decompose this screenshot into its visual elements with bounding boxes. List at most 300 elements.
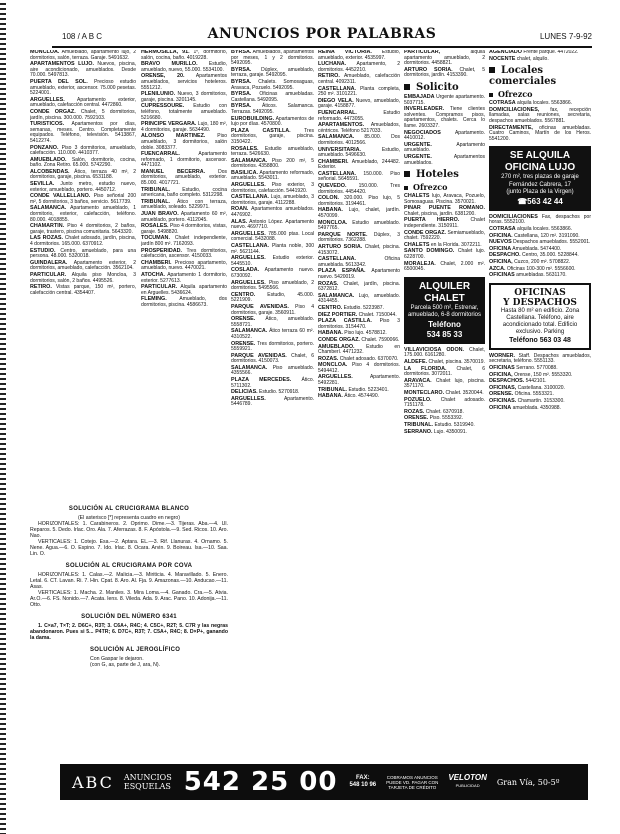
classified-ad: [404, 262, 485, 273]
classified-ad: [404, 68, 485, 79]
ad-keyword: BASILICA.: [231, 169, 258, 176]
category-heading: Hoteles: [404, 169, 485, 180]
classified-ad: [30, 236, 136, 247]
classified-ad: [141, 92, 227, 103]
ad-keyword: PLAZA CASTILLA.: [231, 127, 291, 134]
ad-keyword: RETIRO.: [30, 284, 52, 291]
ad-keyword: DIEZ PORTIER.: [318, 311, 358, 318]
classified-ad: [404, 107, 485, 129]
ad-keyword: PARTICULAR.: [141, 284, 178, 291]
ad-keyword: ORENSE.: [231, 316, 256, 323]
ad-keyword: APARTAMENTOS LUJO.: [30, 61, 94, 68]
column-4: [318, 50, 400, 758]
ad-keyword: CHAMARTIN.: [30, 223, 65, 230]
ad-text: Chamartín. 3153300.: [517, 397, 565, 404]
ad-text: Chalet, piscina, jardín. 6381200.: [404, 210, 476, 217]
ad-text: Alquila piso Moncloa, 3 dormitorios, salón, 2 baños. 4495526.: [30, 271, 136, 284]
classified-ad: [489, 354, 591, 365]
classified-ad: [30, 285, 136, 296]
classified-ad: [141, 188, 227, 199]
ad-text: Tres dormitorios, calefacción, ascensor. 4150033.: [141, 247, 227, 260]
ad-keyword: FUENCARRAL.: [141, 151, 180, 158]
page-header: [52, 26, 592, 46]
display-ad-box: [489, 283, 591, 350]
ad-text: Chalets. Somosaguas, Aravaca, Pozuelo. 5492095.: [231, 78, 314, 91]
classified-ad: [404, 143, 485, 154]
ad-keyword: CASTELLANA.: [231, 194, 270, 201]
ad-text: Piso 4 dormitorios, vistas, garaje. 5498820.: [141, 223, 227, 235]
ad-keyword: PLAZA CASTILLA.: [318, 318, 372, 325]
ad-keyword: URGENTE.: [404, 153, 432, 160]
classified-ad: [231, 220, 314, 231]
classified-ad: [318, 233, 400, 244]
ad-text: Chalet. 3520044.: [445, 389, 484, 396]
ad-text: Chalet adosado. 7151178.: [404, 396, 485, 409]
ad-text: Lujo. 4350091.: [433, 428, 467, 435]
ad-text: Chalet adosado. 6370070.: [339, 355, 399, 362]
ad-keyword: PARQUE AVENIDAS.: [231, 352, 287, 359]
ad-keyword: ORENSE, 20.: [141, 73, 185, 80]
classified-ad: [141, 249, 227, 260]
classified-ad: [318, 319, 400, 330]
page-date: LUNES 7-9-92: [539, 32, 592, 41]
classified-ad: [318, 221, 400, 232]
ad-text: lujo, Aravaca, Pozuelo, Somosaguas. Piscina. 3570021.: [404, 193, 485, 205]
ad-keyword: PLAZA ESPAÑA.: [318, 268, 366, 275]
classified-ad: [30, 146, 136, 157]
ad-text: Piso 200 m², 5 dormitorios. 4358800.: [231, 157, 314, 170]
ad-text: Estudio, 45.000. 5221909.: [231, 291, 314, 304]
classified-ad: [231, 397, 314, 408]
classified-ad: [404, 194, 485, 205]
solution-text: VERTICALES: 1. Macha. 2. Maniles. 3. Mira Loma.—4. Ganado. Cra.—5. Atvia. Ar.O.—6. FS. Nonido.—7. Acata. Iens. 8. Vileda. Ada. 9. Arac. Pano. 10. Adonija.—11. Otto.: [30, 590, 228, 608]
section-title: ANUNCIOS POR PALABRAS: [207, 26, 437, 42]
classified-ad: [318, 135, 400, 146]
ad-text: oficinas amuebladas. Cuatro Caminos, Martín de los Heros. 5541200.: [489, 124, 591, 142]
ad-keyword: ATOCHA.: [141, 271, 166, 278]
ad-text: Amueblado, dos dormitorios, piscina. 4586673.: [141, 296, 227, 308]
ad-text: 1º, dormitorio, salón, cocina, baño. 4019228.: [141, 50, 227, 61]
ad-text: Piso. 5553392.: [429, 415, 464, 422]
ad-keyword: PROSPERIDAD.: [141, 247, 183, 254]
classified-ad: [231, 268, 314, 279]
ad-keyword: ROZAS.: [318, 355, 339, 362]
ad-keyword: ARGUELLES.: [231, 279, 266, 286]
ad-keyword: AZCA.: [489, 265, 506, 272]
ad-keyword: MONTECLARO.: [404, 389, 445, 396]
display-ad-line: Hasta 80 m² en edificio. Zona Castellana. Teléfono, aire acondicionado total. Edificio exclusivo. Parking: [500, 307, 580, 335]
classified-ad: [404, 348, 485, 359]
ad-text: Oficina. 5553321.: [514, 391, 554, 398]
ad-text: en la Florida. 3072211.: [430, 241, 482, 248]
classified-ad: [231, 256, 314, 267]
ad-text: Apartamento 60 m², amueblado, portero. 4112045.: [141, 211, 227, 223]
ad-text: Chalet, piscina. 4153072.: [318, 244, 400, 256]
classified-ad: [141, 134, 227, 151]
ad-text: Vistas parque, 150 m², portero, calefacción central. 4354407.: [30, 284, 136, 296]
ad-keyword: GUINDALERA.: [30, 259, 68, 266]
classified-ad: [231, 117, 314, 128]
ad-text: Piso amueblado, 2 dormitorios. 5495566.: [231, 279, 314, 292]
agency-logo: [448, 774, 487, 790]
ad-keyword: CONDE ORGAZ.: [404, 229, 446, 236]
classified-ad: [231, 147, 314, 158]
ad-keyword: ROZAS.: [318, 280, 339, 287]
ad-keyword: OFICINA: [489, 404, 512, 411]
ad-text: Cuzco, 200 m². 5708822.: [514, 259, 571, 265]
classified-ad: [404, 155, 485, 166]
ad-keyword: ESTUDIO.: [30, 247, 56, 254]
column-2: [141, 50, 227, 494]
classified-ad: [231, 354, 314, 365]
ad-text: Dúplex, amueblado, terraza, garaje. 5492095.: [231, 66, 314, 79]
ad-text: Frente parque. 4472022.: [523, 50, 579, 55]
classified-ad: [318, 245, 400, 256]
classified-ad: [231, 378, 314, 389]
ad-keyword: ARGUELLES.: [231, 182, 266, 189]
classified-ad: [231, 317, 314, 328]
classified-ad: [489, 215, 591, 226]
ad-keyword: CASTELLANA.: [318, 85, 357, 92]
classified-ad: [404, 367, 485, 378]
ad-keyword: SALAMANCA.: [318, 292, 355, 299]
classified-ad: [141, 285, 227, 296]
ad-keyword: ORENSE.: [489, 391, 514, 398]
ad-text: Apartamento reformado, 1 dormitorio, ascensor. 4471102.: [141, 151, 227, 169]
ad-text: Estudio, amueblado. 5496630.: [318, 146, 400, 159]
ad-text: Piso señorial 200 m², 5 dormitorios, 3 baños, servicio. 5617739.: [30, 193, 136, 205]
classified-ad: [30, 261, 136, 272]
solution-title: SOLUCIÓN DEL NÚMERO 6341: [81, 614, 177, 620]
ad-text: Serrano. 5770088.: [516, 364, 558, 371]
ad-keyword: COTRASA: [489, 226, 516, 233]
classified-ad: [30, 80, 136, 97]
ad-text: Apartamentos amueblados. 4476902.: [231, 206, 314, 219]
ad-keyword: UNIVERSITARIA.: [318, 146, 362, 153]
ad-text: chalet, alquilo.: [516, 55, 549, 62]
ad-keyword: ROZAS.: [404, 408, 425, 415]
solution-text: (con G, as, parte de J, ara, N).: [90, 662, 161, 668]
ad-keyword: MONCLOA.: [30, 50, 60, 55]
ad-text: Chalet. 6370918.: [425, 408, 464, 415]
ad-keyword: FLEMING.: [141, 296, 167, 303]
classified-ad: [231, 232, 314, 243]
classified-ad: [30, 158, 136, 169]
ad-text: Chalet, 2.000 m². 6500045.: [404, 260, 485, 273]
ad-text: Apartamentos amueblados, servicios hoteleros. 5551212.: [141, 73, 227, 91]
ad-keyword: TRIBUNAL.: [404, 421, 434, 428]
ad-text: Amueblados, apartamentos por meses, 1 y 2 dormitorios. 5492095.: [231, 50, 314, 67]
classified-ad: [489, 126, 591, 143]
ad-text: Piso 3 dormitorios, amueblado, calefacción. 110.000. 4410377.: [30, 144, 136, 157]
classified-ad: [141, 152, 227, 169]
ad-text: 150.000. Tres dormitorios. 4454420.: [318, 183, 400, 195]
abc-logo: ABC: [72, 772, 114, 792]
classified-ad: [231, 92, 314, 103]
ad-text: Chalet, piscina. 3570019.: [428, 359, 485, 365]
ad-text: Estudio. 5223987.: [343, 304, 384, 311]
ad-text: Lujo, amueblado. 4314455.: [318, 292, 400, 305]
ad-text: Chalet, 6 dormitorios. 4150073.: [231, 352, 314, 365]
ad-keyword: MONCLOA.: [318, 362, 348, 369]
ad-text: Ático terraza 60 m². 4310522.: [231, 328, 314, 340]
display-ad-line: 534 85 33: [426, 329, 463, 339]
ad-keyword: TOCUMAN.: [141, 235, 170, 242]
ad-keyword: CENTRO.: [318, 304, 343, 311]
ad-text: Centro, 35.000. 5228844.: [522, 252, 579, 259]
ad-text: Apartamento reformado, amueblado. 5543011.: [231, 169, 314, 182]
ad-text: Apartamentos de lujo por días. 4570800.: [231, 115, 314, 128]
phone-number: 542 25 00: [183, 767, 338, 797]
ad-keyword: APARTAMENTOS.: [318, 122, 365, 129]
classified-ad: [30, 224, 136, 235]
ad-keyword: ARAVACA.: [404, 377, 432, 384]
ad-keyword: OFICINAS.: [489, 397, 517, 404]
ad-keyword: NOCENTE: [489, 55, 516, 62]
display-ad-line: Teléfono: [428, 319, 461, 329]
agency-address: Gran Vía, 50-5º: [496, 777, 560, 787]
subcategory-heading: Ofrezco: [404, 182, 485, 192]
ad-keyword: PUERTA DEL SOL.: [30, 78, 88, 85]
ad-keyword: ALDEFE.: [404, 359, 428, 365]
ad-keyword: ARGUELLES.: [30, 96, 65, 103]
ad-keyword: ARGUELLES.: [231, 395, 266, 402]
classified-ad: [231, 104, 314, 115]
ad-text: Apartamentos por días, semanas, meses. Centro. Completamente equipados. Teléfono, televisión. 5413867, 5412274.: [30, 121, 136, 144]
ad-keyword: SALAMANCA.: [30, 205, 67, 212]
ad-keyword: INVERLEADER.: [404, 106, 445, 113]
ad-text: Planta noble, 300 m². 5621144.: [231, 243, 314, 255]
classified-ad: [231, 80, 314, 91]
ad-text: Apartamento exterior, amueblado, calefacción central. 4472860.: [30, 96, 136, 109]
page-number: 108 / A B C: [62, 32, 103, 41]
ad-keyword: FUENCARRAL.: [318, 109, 357, 116]
ad-keyword: CONDE VALLELLANO.: [30, 193, 91, 200]
classified-ad: [404, 430, 485, 436]
ad-keyword: BYRSA.: [231, 66, 252, 73]
classified-ad: [231, 171, 314, 182]
ad-keyword: CONDE ORGAZ.: [318, 336, 360, 343]
ad-keyword: PUERTA HIERRO.: [404, 217, 460, 224]
solution-note: (El asterisco [*] representa cuadro en negro): [77, 515, 181, 521]
ad-keyword: WORNER.: [489, 352, 516, 359]
classified-ad: [141, 236, 227, 247]
classified-ad: [30, 206, 136, 223]
classified-ad: [231, 244, 314, 255]
ad-keyword: SALAMANCA.: [231, 328, 268, 335]
ad-keyword: HABANA.: [318, 207, 343, 214]
agency-name: VELOTON: [448, 773, 487, 782]
classified-ad: [141, 170, 227, 187]
classified-ad: [141, 104, 227, 121]
ad-text: Lujo, 180 m², 4 dormitorios, garaje. 5634490.: [141, 121, 227, 133]
display-ad-line: ALQUILER CHALET: [418, 280, 471, 304]
classified-ad: [318, 282, 400, 293]
category-heading: Locales comerciales: [489, 65, 591, 87]
ad-text: Chalet independiente. 3150911.: [404, 217, 485, 230]
label-esquelas: ESQUELAS: [123, 782, 171, 791]
ad-text: Precioso estudio amueblado, exterior, ascensor. 75.000 pesetas. 5224001.: [30, 78, 136, 97]
pay-line: TARJETA DE CRÉDITO: [388, 784, 437, 790]
pay-line: COBRAMOS ANUNCIOS: [386, 774, 438, 780]
ad-keyword: DOMICILIACIONES: [489, 213, 538, 220]
ad-keyword: OFICINA,: [489, 259, 513, 265]
ad-text: Áticos. Salamanca. Terrazas. 5492095.: [231, 103, 314, 115]
display-ad-line: (junto Plaza de la Virgen): [506, 189, 574, 196]
ad-keyword: OFICINAS: [489, 272, 515, 279]
classified-ad: [30, 249, 136, 260]
pay-line: PUEDE VD. PAGAR CON: [386, 779, 439, 785]
classified-ad: [141, 122, 227, 133]
ad-text: Planta completa, 250 m². 3101221.: [318, 85, 400, 98]
classified-ad: [318, 111, 400, 122]
ad-keyword: ARTURO SORIA.: [318, 244, 363, 250]
classified-ad: [318, 99, 400, 110]
classified-ad: [404, 206, 485, 217]
ad-text: Nuevo, amueblado, garaje. 4158877.: [318, 97, 400, 110]
ad-keyword: ARGUELLES.: [231, 255, 266, 262]
classified-ad: [231, 207, 314, 218]
ad-text: Piso amueblado. 4355566.: [231, 364, 314, 377]
ad-text: Precioso apartamento, amueblado, nuevo. 4470021.: [141, 259, 227, 272]
fax-number: 548 10 96: [349, 782, 377, 788]
ad-keyword: BYRSA.: [231, 103, 252, 110]
ad-text: Lujo, amueblado, 3 dormitorios, garaje. 4112288.: [231, 194, 314, 206]
ad-keyword: HABANA.: [318, 330, 343, 337]
ad-keyword: SEVILLA.: [30, 181, 55, 188]
ad-text: Nuevos, piscina, aire acondicionado, amueblados. Desde 70.000. 5497813.: [30, 61, 136, 79]
ad-text: Chalet, 175.000. 6161280.: [404, 346, 485, 359]
classified-ad: [231, 195, 314, 206]
classified-ad: [318, 74, 400, 85]
solution-text: 1. C×a7, T×T; 2. D6C+, R3T; 3. C6A+, R4C; 4. C5C+, R2T; 5. C7R y las negras abandonaron. Pues si 5... P4TR; 6. D7C+, R3T; 7. C5A+, R4C; 8. D×P+, ganando la dama.: [30, 623, 228, 641]
display-ad-line: Teléfono 563 03 48: [509, 336, 571, 344]
ad-text: Piso 3 dormitorios. 3154470.: [318, 318, 400, 330]
ad-text: Estudio, amueblado, nuevo, 55.000. 5534100.: [141, 61, 227, 73]
header-rule: [52, 46, 592, 48]
ad-keyword: PRINCIPE VERGARA.: [141, 121, 197, 128]
ad-keyword: CENTRO.: [231, 291, 256, 298]
ad-keyword: CASTELLANA.: [318, 256, 357, 263]
ad-keyword: CHALETS: [404, 193, 430, 200]
classified-ad: [30, 50, 136, 61]
ad-keyword: PARTICULAR,: [404, 50, 441, 55]
classified-ad: [318, 148, 400, 159]
ad-keyword: CASTELLANA.: [318, 170, 357, 177]
ad-text: fax, recepción llamadas, salas reuniones, secretaria, despachos amueblados. 5567881.: [489, 106, 591, 124]
ad-keyword: CHAMBERI.: [141, 259, 172, 266]
ad-keyword: DIRECTAMENTE,: [489, 124, 533, 131]
classified-ad: [318, 269, 400, 280]
ad-keyword: SALAMANCA.: [231, 157, 268, 164]
classified-ad: [318, 257, 400, 268]
display-ad-line: 270 m², tres plazas de garaje: [501, 174, 579, 181]
classified-ad: [318, 375, 400, 386]
classified-ad: [404, 131, 485, 142]
classified-ad: [141, 212, 227, 223]
ad-keyword: ARGUELLES.: [231, 230, 266, 237]
ad-keyword: AMUEBLADO.: [318, 343, 355, 350]
classified-ad: [231, 159, 314, 170]
ad-text: alquila apartamento amueblado, 2 dormitorios. 4458821.: [404, 50, 485, 67]
display-ad-box: [404, 277, 485, 344]
classified-ad: [404, 398, 485, 409]
ad-text: Orense, 150 m². 5553320.: [514, 371, 573, 378]
ad-keyword: LAS ROZAS.: [30, 235, 64, 242]
ad-text: 150.000. Piso señorial. 5645591.: [318, 170, 400, 183]
display-ad-line: OFICINA LUJO: [504, 162, 576, 174]
ad-keyword: ORENSE.: [404, 415, 429, 422]
ad-text: Estudio amueblado. 5497765.: [318, 219, 400, 232]
classified-ad: [141, 74, 227, 91]
display-ad-line: Fernández Cabrera, 17: [508, 181, 572, 188]
ad-text: Estudio reformado. 4473055.: [318, 109, 400, 122]
classified-ad: [231, 68, 314, 79]
ad-keyword: ROAN.: [231, 206, 249, 213]
ad-keyword: SERRANO.: [404, 428, 433, 435]
ad-text: Alquila apartamento en Arguelles. 5436624.: [141, 284, 227, 296]
classified-ad: [141, 297, 227, 308]
ad-text: Urgente apartamento. 5037715.: [404, 93, 485, 106]
ad-keyword: PINAR PUENTE ROMANO.: [404, 205, 485, 212]
ad-keyword: DIEGO VELA.: [318, 97, 354, 104]
ad-text: Estudio. 5223401.: [348, 386, 389, 393]
ad-keyword: ALCOBENDAS.: [30, 168, 70, 175]
classified-ad: [404, 379, 485, 390]
ad-text: Oficinas 100-300 m². 5556600.: [506, 265, 576, 272]
classified-ad: [231, 293, 314, 304]
solution-title: SOLUCIÓN AL CRUCIGRAMA BLANCO: [68, 506, 190, 512]
ad-keyword: JUAN BRAVO.: [141, 211, 179, 218]
ad-text: Fax, despachos por horas. 5552100.: [489, 213, 591, 226]
column-6: [489, 50, 591, 758]
classified-ad: [30, 170, 136, 181]
ad-text: Nuevo, 3 dormitorios, garaje, piscina. 3201145.: [141, 91, 227, 103]
ad-text: Dos dormitorios, amueblado, exterior. 85.000. 4017721.: [141, 168, 227, 187]
ad-text: 85.000. Dos dormitorios. 4012566.: [318, 134, 400, 146]
classified-ad: [318, 208, 400, 219]
ad-keyword: SALAMANCA.: [318, 134, 355, 141]
ad-text: Ático, amueblado. 5558721.: [231, 316, 314, 328]
classified-ad: [30, 273, 136, 284]
ad-text: Staff. Despachos amueblados, secretaria, teléfono. 5551133.: [489, 352, 591, 365]
label-anuncios: ANUNCIOS: [123, 773, 172, 782]
ad-text: Castellana. 3100020.: [517, 384, 565, 391]
ad-keyword: PLENILUNIO.: [141, 91, 176, 98]
agency-sub: PUBLICIDAD: [455, 783, 480, 788]
ad-text: 320.000. Piso lujo, 5 dormitorios. 3194461.: [318, 195, 400, 207]
classified-ad: [404, 231, 485, 242]
ad-keyword: ARGUELLES.: [318, 374, 353, 381]
classified-ad: [30, 182, 136, 193]
classified-ad: [318, 394, 400, 400]
ad-keyword: HERMOSILLA, 91.: [141, 50, 190, 55]
ad-keyword: RETIRO.: [318, 73, 340, 80]
ad-text: Ático. 4574490.: [344, 393, 379, 400]
column-5: [404, 50, 485, 758]
classified-ad: [489, 273, 591, 279]
ad-text: Castellana, 120 m². 3191090.: [514, 232, 580, 239]
ad-text: Piso 4 dormitorios, garaje. 3560911.: [231, 303, 314, 316]
classified-ad: [231, 305, 314, 316]
solution-title: SOLUCIÓN AL JEROGLÍFICO: [90, 647, 181, 653]
classified-ad: [318, 196, 400, 207]
classified-ad: [30, 62, 136, 79]
classified-ad: [318, 184, 400, 195]
ad-text: Estudio amueblado, terraza. 5426630.: [231, 145, 314, 158]
ad-keyword: LA FLORIDA.: [404, 365, 447, 372]
classified-ad: [318, 345, 400, 356]
